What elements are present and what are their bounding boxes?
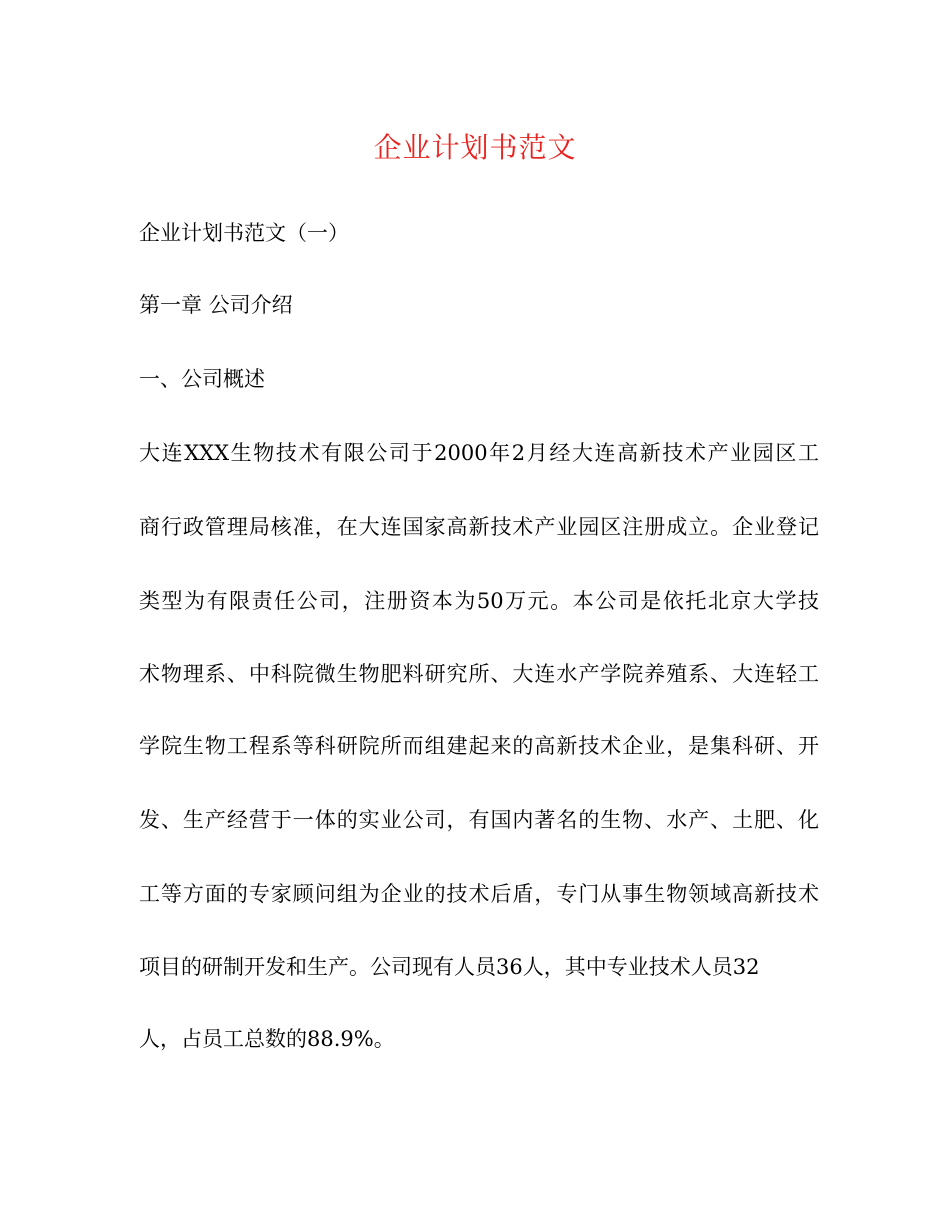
paragraph-line: 大连XXX生物技术有限公司于2000年2月经大连高新技术产业园区工 [139,441,819,465]
subtitle: 企业计划书范文（一） [139,221,349,245]
document-title: 企业计划书范文 [373,131,577,164]
paragraph-line: 发、生产经营于一体的实业公司，有国内著名的生物、水产、土肥、化 [139,808,819,832]
paragraph-line: 工等方面的专家顾问组为企业的技术后盾，专门从事生物领域高新技术 [139,882,819,906]
paragraph-line: 项目的研制开发和生产。公司现有人员36人，其中专业技术人员32 [139,955,760,979]
paragraph-line: 学院生物工程系等科研院所而组建起来的高新技术企业，是集科研、开 [139,734,819,758]
paragraph-line: 类型为有限责任公司，注册资本为50万元。本公司是依托北京大学技 [139,589,819,613]
paragraph-line: 商行政管理局核准，在大连国家高新技术产业园区注册成立。企业登记 [139,515,819,539]
paragraph-line: 术物理系、中科院微生物肥料研究所、大连水产学院养殖系、大连轻工 [139,662,819,686]
section-heading: 一、公司概述 [139,367,265,391]
chapter-heading: 第一章 公司介绍 [139,293,293,317]
paragraph-line: 人，占员工总数的88.9%。 [139,1027,395,1051]
